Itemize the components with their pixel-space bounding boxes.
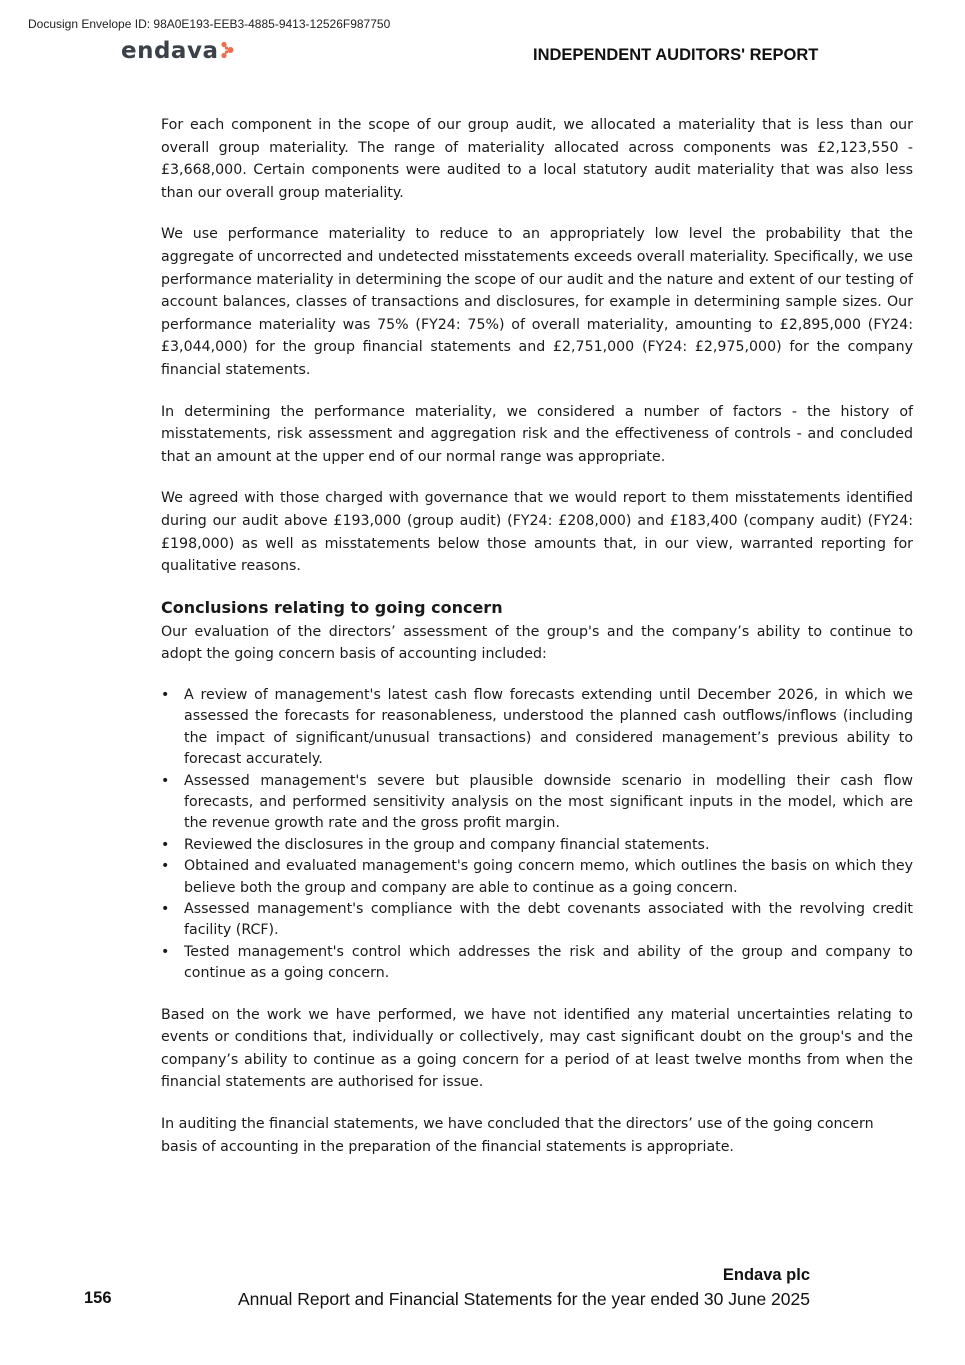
footer-company-name: Endava plc: [722, 1266, 810, 1284]
going-concern-procedures-list: [161, 685, 913, 985]
list-item: • A review of management's latest cash flow forecasts extending until December 2026, in which we assessed the forecasts for reasonableness, understood the planned cash outflows/inflows (including the impact of significant/unusual transactions) and considered management’s previous ability to forecast accurately.: [161, 685, 913, 771]
endava-chevron-logo-icon: [220, 41, 236, 64]
body-paragraph: We agreed with those charged with governance that we would report to them misstatements identified during our audit above £193,000 (group audit) (FY24: £208,000) and £183,400 (company audit) (FY24: £198,000) as well as misstatements below those amounts that, in our view, warranted reporting for qualitative reasons.: [161, 490, 913, 575]
body-paragraph: In auditing the financial statements, we have concluded that the directors’ use of the going concern basis of accounting in the preparation of the financial statements is appropriate.: [161, 1115, 874, 1155]
list-item: • Assessed management's compliance with the debt covenants associated with the revolving credit facility (RCF).: [161, 899, 913, 942]
envelope-id: Docusign Envelope ID: 98A0E193-EEB3-4885-9413-12526F987750: [28, 17, 391, 31]
report-body: [161, 114, 913, 1177]
section-intro: Our evaluation of the directors’ assessment of the group's and the company’s ability to continue to adopt the going concern basis of accounting included:: [161, 623, 913, 663]
endava-logo: [121, 38, 236, 64]
body-paragraph: Based on the work we have performed, we have not identified any material uncertainties relating to events or conditions that, individually or collectively, may cast significant doubt on the group's and the company’s ability to continue as a going concern for a period of at least twelve months from when the financial statements are authorised for issue.: [161, 1006, 913, 1091]
body-paragraph: For each component in the scope of our group audit, we allocated a materiality that is less than our overall group materiality. The range of materiality allocated across components was £2,123,550 - £3,668,000. Certain components were audited to a local statutory audit materiality that was also less than our overall group materiality.: [161, 117, 913, 201]
page-number: 156: [84, 1289, 112, 1307]
list-item: • Tested management's control which addresses the risk and ability of the group and company to continue as a going concern.: [161, 942, 913, 985]
list-item: • Obtained and evaluated management's going concern memo, which outlines the basis on which they believe both the group and company are able to continue as a going concern.: [161, 856, 913, 899]
body-paragraph: In determining the performance materiality, we considered a number of factors - the history of misstatements, risk assessment and aggregation risk and the effectiveness of controls - and concluded that an amount at the upper end of our normal range was appropriate.: [161, 403, 913, 465]
list-item: • Reviewed the disclosures in the group and company financial statements.: [161, 835, 913, 856]
logo-wordmark: endava: [121, 38, 219, 64]
footer-report-title: Annual Report and Financial Statements for the year ended 30 June 2025: [237, 1289, 810, 1309]
list-item: • Assessed management's severe but plausible downside scenario in modelling their cash flow forecasts, and performed sensitivity analysis on the most significant inputs in the model, which are the revenue growth rate and the gross profit margin.: [161, 771, 913, 835]
page-header-title: INDEPENDENT AUDITORS' REPORT: [533, 46, 819, 64]
section-heading: Conclusions relating to going concern: [161, 597, 503, 617]
body-paragraph: We use performance materiality to reduce to an appropriately low level the probability that the aggregate of uncorrected and undetected misstatements exceeds overall materiality. Specifically, we use performance materiality in determining the scope of our audit and the nature and extent of our testing of account balances, classes of transactions and disclosures, for example in determining sample sizes. Our performance materiality was 75% (FY24: 75%) of overall materiality, amounting to £2,895,000 (FY24: £3,044,000) for the group financial statements and £2,751,000 (FY24: £2,975,000) for the company financial statements.: [161, 226, 913, 378]
